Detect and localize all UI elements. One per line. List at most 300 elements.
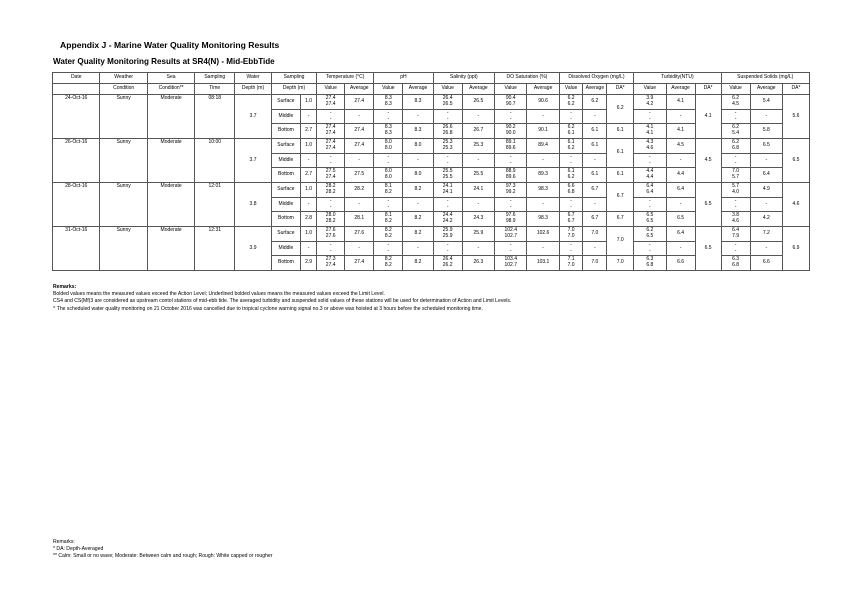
column-header: Temperature (°C) — [317, 73, 374, 84]
ph-value-cell — [374, 110, 403, 124]
cell-line: 4.6 — [646, 145, 654, 151]
cell-line: - — [648, 159, 651, 166]
sal-value-cell — [433, 256, 462, 271]
remark-line: CS4 and CS(Mf)3 are considered as upstream contol stations of mid-ebb tide. The averaged turbidity and suspended solid values of these stations will be used for determination of Action and Limit Levels. — [53, 298, 512, 305]
cell-line: 4.1 — [646, 130, 654, 136]
ph-average-cell: 8.2 — [403, 256, 433, 271]
ss-average-cell: 6.5 — [750, 139, 782, 154]
ss-average-cell: 4.2 — [750, 212, 782, 227]
do-value-cell — [559, 154, 583, 168]
temp-value-cell — [317, 124, 345, 139]
cell-line: 8.3 — [384, 95, 392, 102]
cell-line: 6.4 — [646, 183, 654, 190]
do-average-cell: 6.1 — [583, 168, 607, 183]
ph-value-cell — [374, 256, 403, 271]
do-average-cell: 6.2 — [583, 95, 607, 110]
depth-level-cell: Surface — [271, 183, 300, 198]
column-subheader: Value — [374, 84, 403, 95]
cell-line: 25.5 — [442, 168, 453, 175]
cell-line: 6.2 — [567, 124, 575, 131]
ph-value-cell — [374, 139, 403, 154]
cell-line: - — [570, 153, 572, 160]
cell-line: 90.7 — [505, 101, 516, 107]
sal-average-cell: 25.9 — [462, 227, 494, 242]
cell-line: 6.7 — [567, 218, 575, 224]
column-subheader: Depth (m) — [235, 84, 272, 95]
ss-average-cell: 5.8 — [750, 124, 782, 139]
dosat-value-cell — [495, 183, 527, 198]
dosat-value-cell — [495, 168, 527, 183]
turbidity-value-cell — [634, 139, 666, 154]
sampling-depth-cell: - — [300, 242, 316, 256]
cell-line: - — [329, 203, 332, 210]
do-value-cell — [559, 139, 583, 154]
do-value-cell — [559, 198, 583, 212]
dosat-value-cell — [495, 95, 527, 110]
cell-line: 27.4 — [325, 139, 336, 146]
cell-line: 88.9 — [505, 168, 516, 175]
cell-line: 8.3 — [384, 101, 392, 107]
cell-line: 6.2 — [646, 227, 654, 234]
cell-line: 25.3 — [442, 145, 453, 151]
cell-line: 7.0 — [567, 227, 575, 234]
table-title: Water Quality Monitoring Results at SR4(N) - Mid-EbbTide — [53, 57, 275, 66]
sal-value-cell — [433, 227, 462, 242]
cell-line: 7.0 — [567, 233, 575, 239]
cell-line: - — [509, 153, 512, 160]
cell-line: 7.0 — [567, 262, 575, 268]
cell-line: - — [648, 197, 651, 204]
cell-line: 28.2 — [325, 189, 336, 195]
column-header: Salinity (ppt) — [433, 73, 494, 84]
cell-line: - — [570, 241, 572, 248]
temp-value-cell — [317, 256, 345, 271]
cell-line: - — [329, 159, 332, 166]
cell-line: - — [387, 109, 390, 116]
dosat-average-cell: - — [527, 198, 559, 212]
column-subheader: Average — [750, 84, 782, 95]
do-average-cell: 7.0 — [583, 256, 607, 271]
column-subheader: Condition — [100, 84, 147, 95]
cell-line: 6.5 — [646, 233, 654, 239]
cell-line: 102.7 — [504, 262, 517, 268]
temp-value-cell — [317, 183, 345, 198]
cell-line: 27.5 — [325, 168, 336, 175]
turbidity-value-cell — [634, 183, 666, 198]
cell-line: 28.0 — [325, 212, 336, 219]
column-header: Water — [235, 73, 272, 84]
temp-value-cell — [317, 227, 345, 242]
do-value-cell — [559, 110, 583, 124]
do-average-cell: 6.1 — [583, 139, 607, 154]
sea-condition-cell: Moderate — [147, 227, 194, 271]
ss-da-cell: 6.9 — [782, 227, 809, 271]
cell-line: 8.2 — [384, 189, 392, 195]
sal-average-cell: 26.7 — [462, 124, 494, 139]
cell-line: 90.0 — [505, 130, 516, 136]
dosat-value-cell — [495, 227, 527, 242]
table-row — [53, 139, 810, 154]
turbidity-da-cell: 6.5 — [695, 183, 721, 227]
temp-average-cell: 27.4 — [345, 256, 374, 271]
dosat-average-cell: 98.3 — [527, 183, 559, 198]
turbidity-value-cell — [634, 110, 666, 124]
dosat-value-cell — [495, 124, 527, 139]
dosat-average-cell: 89.4 — [527, 139, 559, 154]
header-row — [53, 73, 810, 84]
cell-line: - — [387, 203, 390, 210]
cell-line: 6.8 — [732, 145, 740, 151]
cell-line: - — [329, 197, 332, 204]
column-subheader-blank — [53, 84, 100, 95]
cell-line: - — [734, 109, 737, 116]
turbidity-average-cell: 4.5 — [666, 139, 695, 154]
ss-value-cell — [721, 95, 750, 110]
column-subheader: Average — [403, 84, 433, 95]
depth-level-cell: Middle — [271, 198, 300, 212]
cell-line: - — [570, 203, 572, 210]
cell-line: - — [734, 153, 737, 160]
cell-line: 6.2 — [732, 124, 740, 131]
dosat-average-cell: - — [527, 154, 559, 168]
column-subheader: Time — [195, 84, 235, 95]
cell-line: 26.2 — [442, 262, 453, 268]
cell-line: - — [570, 247, 572, 254]
cell-line: 4.6 — [732, 218, 740, 224]
turbidity-value-cell — [634, 95, 666, 110]
temp-value-cell — [317, 168, 345, 183]
column-subheader: Value — [495, 84, 527, 95]
do-average-cell: 6.7 — [583, 183, 607, 198]
cell-line: - — [446, 159, 449, 166]
sal-value-cell — [433, 183, 462, 198]
column-header: Weather — [100, 73, 147, 84]
temp-value-cell — [317, 110, 345, 124]
cell-line: 90.2 — [505, 124, 516, 131]
cell-line: 24.4 — [442, 212, 453, 219]
dosat-average-cell: 90.6 — [527, 95, 559, 110]
cell-line: 6.4 — [646, 189, 654, 195]
appendix-title: Appendix J - Marine Water Quality Monitoring Results — [60, 40, 280, 50]
footer-line: * DA: Depth-Averaged — [53, 546, 104, 553]
cell-line: - — [509, 159, 512, 166]
sampling-depth-cell: - — [300, 110, 316, 124]
sal-value-cell — [433, 110, 462, 124]
cell-line: 27.4 — [325, 174, 336, 180]
cell-line: 7.0 — [732, 168, 740, 175]
ph-value-cell — [374, 212, 403, 227]
temp-average-cell: 27.5 — [345, 168, 374, 183]
do-average-cell: - — [583, 110, 607, 124]
table-row — [53, 183, 810, 198]
cell-line: 7.9 — [732, 233, 740, 239]
ss-value-cell — [721, 256, 750, 271]
temp-average-cell: 28.1 — [345, 212, 374, 227]
water-quality-table — [52, 72, 810, 271]
cell-line: 27.6 — [325, 233, 336, 239]
column-header: Sea — [147, 73, 194, 84]
do-average-cell: - — [583, 242, 607, 256]
cell-line: - — [446, 197, 449, 204]
footer-title: Remarks: — [53, 539, 75, 545]
do-da-cell: 7.0 — [607, 256, 634, 271]
cell-line: 8.1 — [384, 183, 392, 190]
dosat-value-cell — [495, 256, 527, 271]
ph-value-cell — [374, 183, 403, 198]
turbidity-average-cell: 6.4 — [666, 183, 695, 198]
cell-line: 4.5 — [732, 101, 740, 107]
do-value-cell — [559, 183, 583, 198]
sampling-depth-cell: 1.0 — [300, 227, 316, 242]
sea-condition-cell: Moderate — [147, 139, 194, 183]
cell-line: 27.6 — [325, 227, 336, 234]
column-header: Date — [53, 73, 100, 84]
column-subheader: DA* — [607, 84, 634, 95]
column-header: Turbidity(NTU) — [634, 73, 721, 84]
column-subheader: Average — [583, 84, 607, 95]
turbidity-value-cell — [634, 212, 666, 227]
sal-average-cell: 25.5 — [462, 168, 494, 183]
column-header: pH — [374, 73, 433, 84]
sampling-depth-cell: 2.8 — [300, 212, 316, 227]
do-da-cell: 6.7 — [607, 212, 634, 227]
cell-line: - — [446, 109, 449, 116]
cell-line: - — [446, 115, 449, 122]
column-subheader: Condition** — [147, 84, 194, 95]
turbidity-average-cell: 4.1 — [666, 124, 695, 139]
cell-line: 25.3 — [442, 139, 453, 146]
dosat-value-cell — [495, 212, 527, 227]
column-subheader: Average — [345, 84, 374, 95]
column-subheader: Average — [462, 84, 494, 95]
cell-line: 27.4 — [325, 101, 336, 107]
ph-average-cell: 8.0 — [403, 168, 433, 183]
sal-value-cell — [433, 139, 462, 154]
column-subheader: Depth (m) — [271, 84, 316, 95]
ss-value-cell — [721, 110, 750, 124]
column-subheader: Average — [527, 84, 559, 95]
sal-average-cell: - — [462, 110, 494, 124]
ss-average-cell: 6.4 — [750, 168, 782, 183]
temp-value-cell — [317, 154, 345, 168]
dosat-average-cell: - — [527, 242, 559, 256]
cell-line: 6.8 — [732, 262, 740, 268]
ss-value-cell — [721, 154, 750, 168]
cell-line: - — [570, 109, 572, 116]
turbidity-average-cell: 4.1 — [666, 95, 695, 110]
ss-value-cell — [721, 242, 750, 256]
dosat-value-cell — [495, 154, 527, 168]
sea-condition-cell: Moderate — [147, 95, 194, 139]
temp-value-cell — [317, 139, 345, 154]
do-average-cell: 6.7 — [583, 212, 607, 227]
cell-line: - — [387, 197, 390, 204]
dosat-value-cell — [495, 110, 527, 124]
ss-average-cell: - — [750, 154, 782, 168]
cell-line: 26.4 — [442, 95, 453, 102]
ph-average-cell: 8.3 — [403, 124, 433, 139]
cell-line: 28.2 — [325, 218, 336, 224]
ph-average-cell: - — [403, 242, 433, 256]
cell-line: 8.2 — [384, 233, 392, 239]
cell-line: 4.4 — [646, 174, 654, 180]
cell-line: - — [734, 159, 737, 166]
depth-level-cell: Middle — [271, 154, 300, 168]
column-subheader: Value — [433, 84, 462, 95]
cell-line: - — [329, 115, 332, 122]
cell-line: 27.4 — [325, 95, 336, 102]
turbidity-average-cell: 6.6 — [666, 256, 695, 271]
sal-value-cell — [433, 198, 462, 212]
ss-average-cell: 6.6 — [750, 256, 782, 271]
cell-line: 8.2 — [384, 227, 392, 234]
ph-average-cell: 8.3 — [403, 95, 433, 110]
weather-cell: Sunny — [100, 183, 147, 227]
cell-line: - — [648, 247, 651, 254]
cell-line: 3.9 — [646, 95, 654, 102]
do-value-cell — [559, 212, 583, 227]
sampling-time-cell: 10:00 — [195, 139, 235, 183]
cell-line: 97.6 — [505, 212, 516, 219]
cell-line: 5.7 — [732, 174, 740, 180]
sampling-depth-cell: - — [300, 198, 316, 212]
cell-line: 6.1 — [567, 130, 575, 136]
cell-line: 7.1 — [567, 256, 575, 263]
dosat-value-cell — [495, 242, 527, 256]
cell-line: 4.0 — [732, 189, 740, 195]
cell-line: 8.0 — [384, 174, 392, 180]
cell-line: 102.4 — [504, 227, 517, 234]
ss-average-cell: 7.2 — [750, 227, 782, 242]
temp-average-cell: 27.4 — [345, 139, 374, 154]
date-cell: 31-Oct-16 — [53, 227, 100, 271]
turbidity-average-cell: - — [666, 242, 695, 256]
turbidity-value-cell — [634, 154, 666, 168]
ss-average-cell: 5.4 — [750, 95, 782, 110]
cell-line: 102.7 — [504, 233, 517, 239]
ph-average-cell: 8.2 — [403, 227, 433, 242]
cell-line: 6.3 — [646, 256, 654, 263]
header-row — [53, 84, 810, 95]
cell-line: 90.4 — [505, 95, 516, 102]
cell-line: 5.7 — [732, 183, 740, 190]
ss-value-cell — [721, 198, 750, 212]
depth-level-cell: Surface — [271, 227, 300, 242]
temp-average-cell: 27.4 — [345, 124, 374, 139]
sal-average-cell: 26.3 — [462, 256, 494, 271]
do-da-cell: 6.2 — [607, 95, 634, 124]
ph-value-cell — [374, 227, 403, 242]
cell-line: 4.3 — [646, 139, 654, 146]
do-average-cell: 7.0 — [583, 227, 607, 242]
cell-line: 98.9 — [505, 218, 516, 224]
cell-line: 8.2 — [384, 218, 392, 224]
cell-line: - — [509, 203, 512, 210]
cell-line: 8.0 — [384, 145, 392, 151]
cell-line: - — [387, 241, 390, 248]
temp-average-cell: 27.4 — [345, 95, 374, 110]
sampling-time-cell: 08:18 — [195, 95, 235, 139]
cell-line: 25.9 — [442, 233, 453, 239]
ph-value-cell — [374, 198, 403, 212]
cell-line: - — [570, 197, 572, 204]
weather-cell: Sunny — [100, 95, 147, 139]
cell-line: 6.2 — [567, 101, 575, 107]
sampling-time-cell: 12:31 — [195, 227, 235, 271]
temp-value-cell — [317, 198, 345, 212]
do-da-cell: 6.7 — [607, 183, 634, 212]
cell-line: - — [648, 153, 651, 160]
ss-value-cell — [721, 168, 750, 183]
cell-line: 27.4 — [325, 124, 336, 131]
cell-line: - — [446, 247, 449, 254]
cell-line: - — [648, 109, 651, 116]
sal-value-cell — [433, 154, 462, 168]
cell-line: - — [509, 115, 512, 122]
do-average-cell: - — [583, 198, 607, 212]
ss-da-cell: 4.6 — [782, 183, 809, 227]
cell-line: 6.3 — [732, 256, 740, 263]
dosat-average-cell: - — [527, 110, 559, 124]
ss-value-cell — [721, 212, 750, 227]
temp-average-cell: - — [345, 242, 374, 256]
cell-line: - — [509, 109, 512, 116]
cell-line: 26.6 — [442, 124, 453, 131]
cell-line: 4.1 — [646, 124, 654, 131]
cell-line: 27.3 — [325, 256, 336, 263]
temp-average-cell: 27.6 — [345, 227, 374, 242]
turbidity-average-cell: - — [666, 198, 695, 212]
date-cell: 24-Oct-16 — [53, 95, 100, 139]
sal-value-cell — [433, 168, 462, 183]
cell-line: 6.2 — [567, 174, 575, 180]
do-da-cell: 6.1 — [607, 168, 634, 183]
cell-line: - — [446, 241, 449, 248]
dosat-average-cell: 103.1 — [527, 256, 559, 271]
cell-line: - — [648, 115, 651, 122]
depth-level-cell: Middle — [271, 110, 300, 124]
cell-line: 97.3 — [505, 183, 516, 190]
depth-level-cell: Bottom — [271, 212, 300, 227]
cell-line: 6.2 — [732, 139, 740, 146]
sampling-depth-cell: 2.7 — [300, 168, 316, 183]
cell-line: - — [734, 115, 737, 122]
do-value-cell — [559, 256, 583, 271]
cell-line: 26.4 — [442, 256, 453, 263]
remark-line: Bolded values means the measured values exceed the Action Level; Underlined bolded values means the measured values exceed the Limit Level. — [53, 291, 385, 298]
ss-average-cell: 4.9 — [750, 183, 782, 198]
ph-value-cell — [374, 168, 403, 183]
footer-line: ** Calm: Small or no wave; Moderate: Between calm and rough; Rough: White capped or rougher — [53, 553, 273, 560]
cell-line: 8.0 — [384, 168, 392, 175]
turbidity-average-cell: - — [666, 110, 695, 124]
cell-line: 6.5 — [646, 218, 654, 224]
cell-line: 27.4 — [325, 130, 336, 136]
turbidity-average-cell: 6.5 — [666, 212, 695, 227]
cell-line: - — [734, 197, 737, 204]
cell-line: - — [570, 115, 572, 122]
do-da-cell: 6.1 — [607, 139, 634, 168]
sal-average-cell: - — [462, 154, 494, 168]
cell-line: - — [329, 241, 332, 248]
column-header: Suspended Solids (mg/L) — [721, 73, 809, 84]
cell-line: 27.4 — [325, 145, 336, 151]
sampling-depth-cell: 1.0 — [300, 183, 316, 198]
cell-line: - — [570, 159, 572, 166]
cell-line: 24.2 — [442, 218, 453, 224]
turbidity-value-cell — [634, 124, 666, 139]
cell-line: 6.2 — [567, 95, 575, 102]
